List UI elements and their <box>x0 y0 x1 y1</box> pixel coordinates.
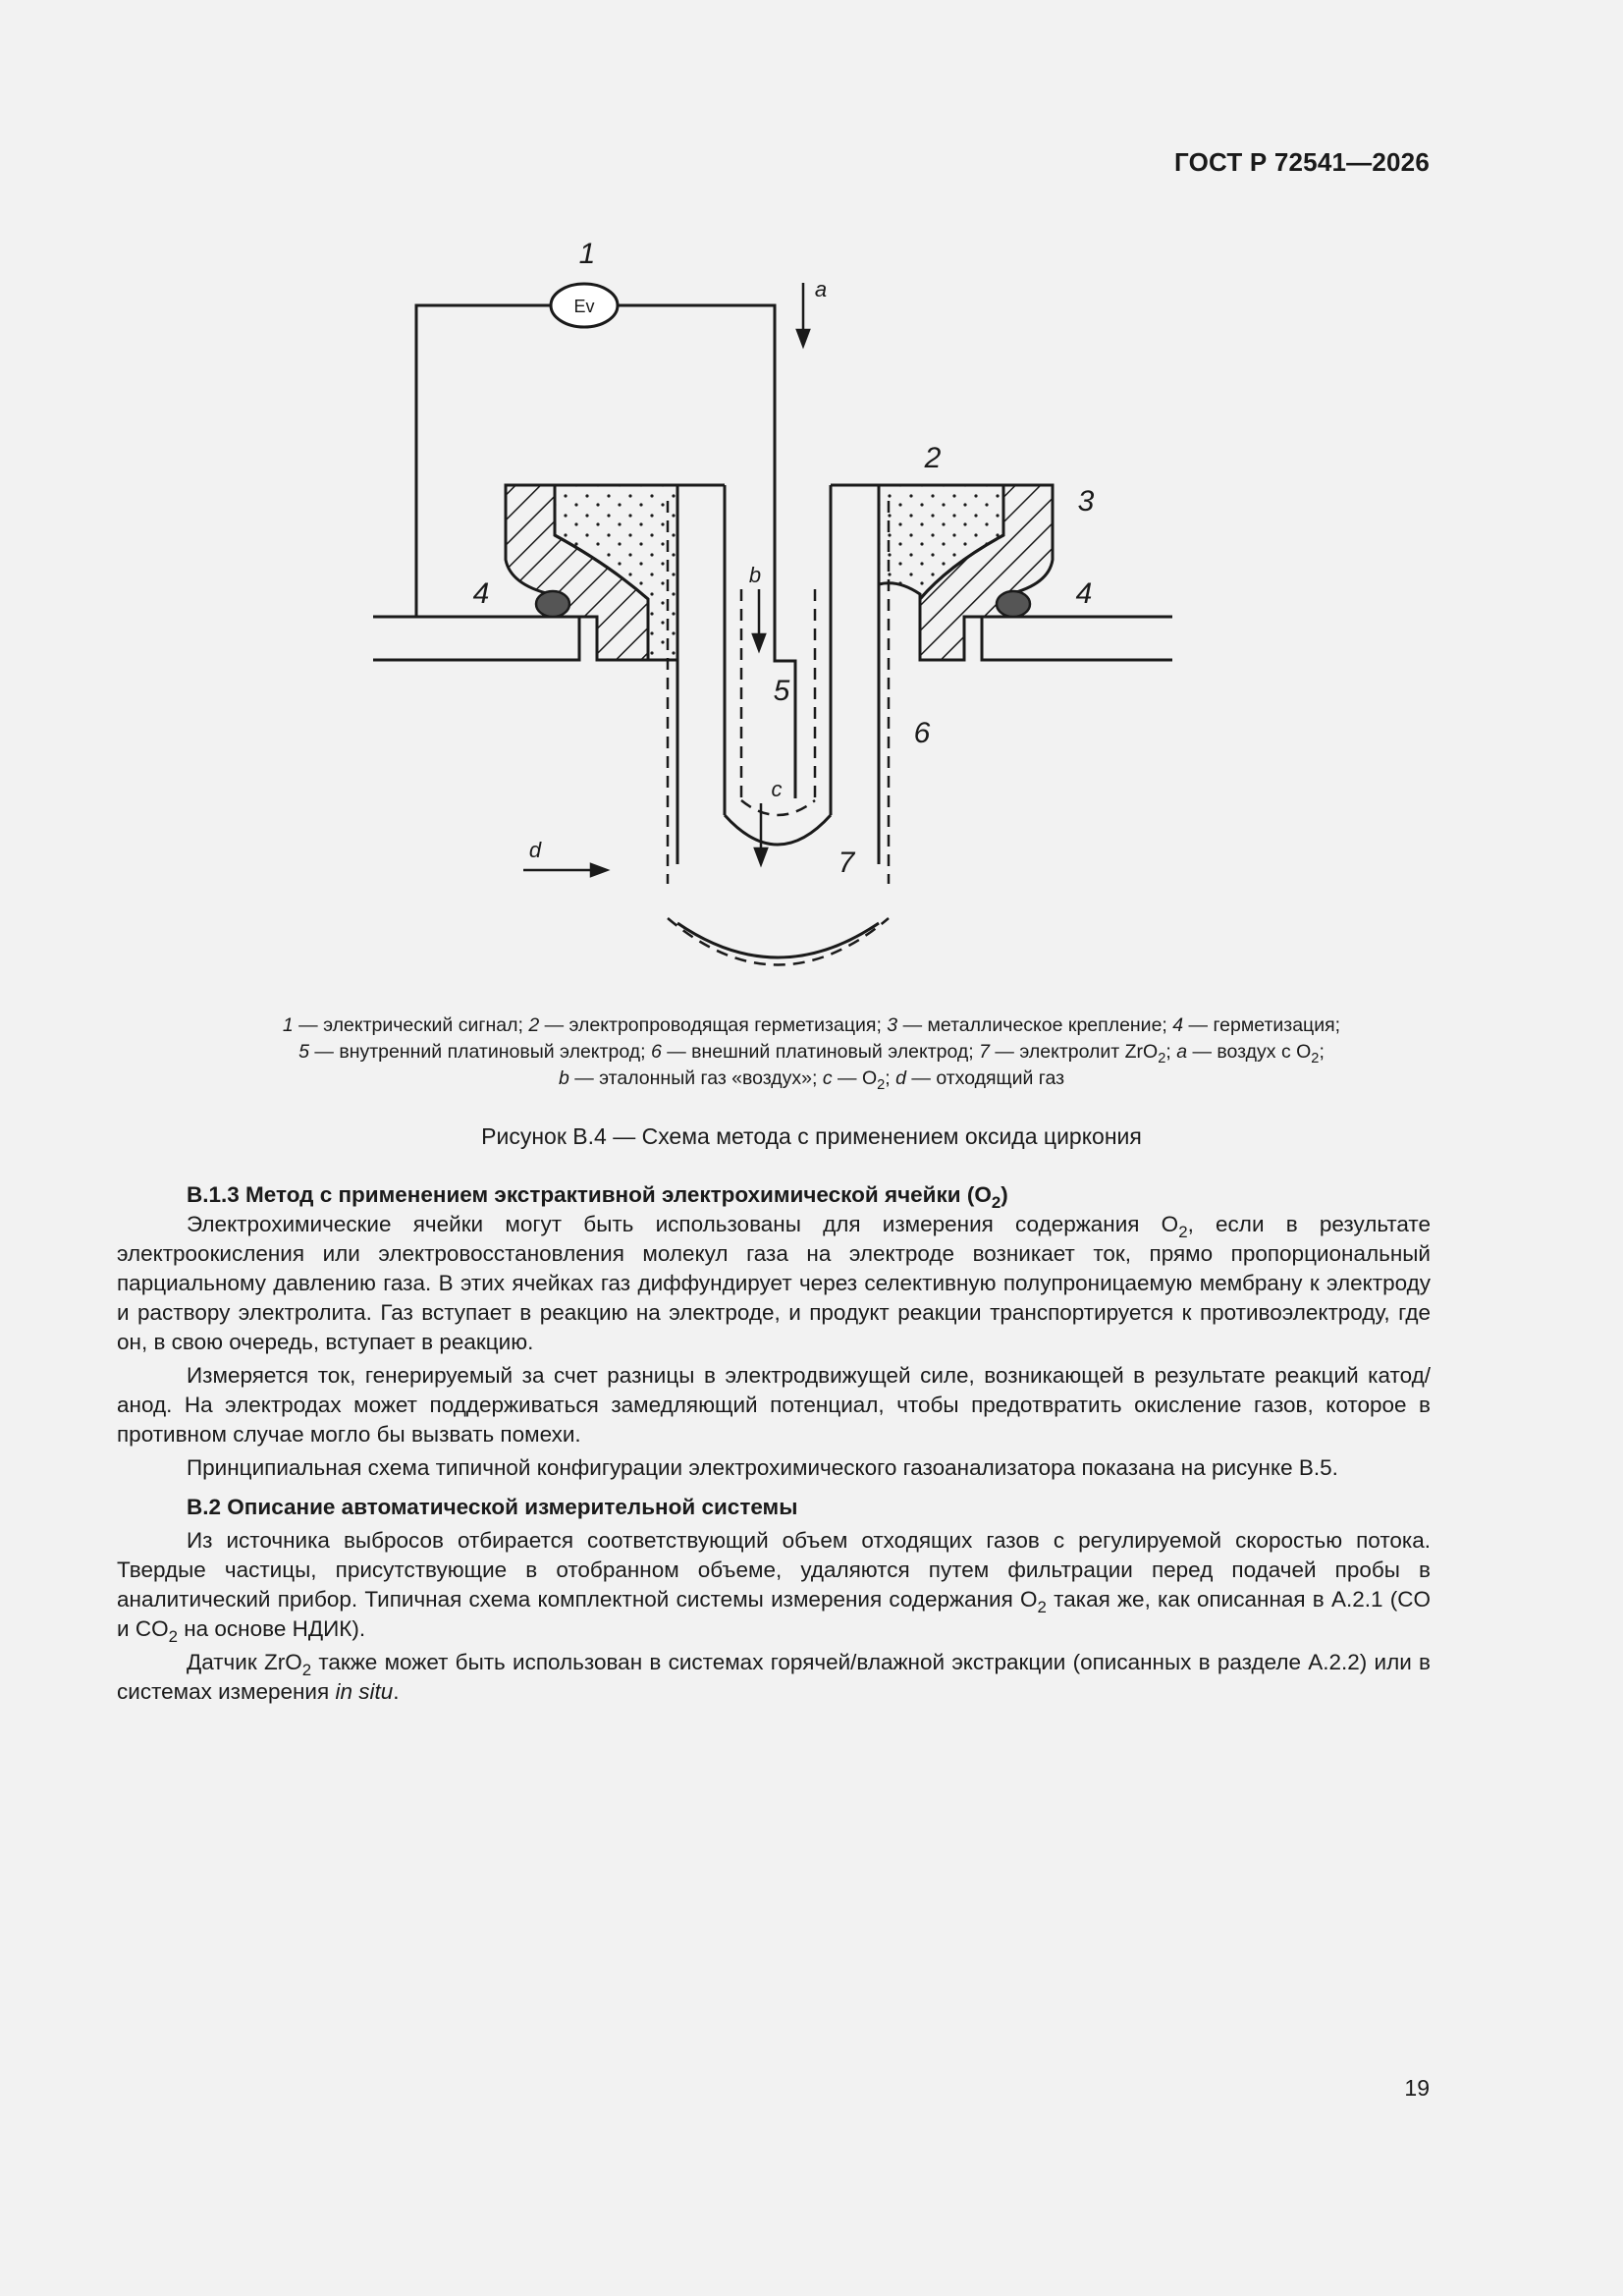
page-number: 19 <box>1404 2075 1430 2101</box>
left-o-ring <box>536 591 569 617</box>
legend-line-2: 5 — внутренний платиновый электрод; 6 — внешний платиновый электрод; 7 — электролит ZrO$_2$; a — воздух с $O_2$; <box>298 1041 1325 1067</box>
label-4-right: 4 <box>1075 577 1093 610</box>
paragraph: Датчик ZrO$_2$ также может быть использован в системах горячей/влажной экстракции (описанных в разделе А.2.2) или в системах измерения in situ. <box>117 1650 1432 1704</box>
figure-legend <box>118 1012 1505 1092</box>
section-heading-b2: B.2 Описание автоматической измерительной системы <box>187 1495 798 1519</box>
label-a: a <box>814 277 828 301</box>
paragraph: Принципиальная схема типичной конфигурации электрохимического газоанализатора показана на рисунке В.5. <box>187 1455 1338 1480</box>
voltmeter-icon <box>551 284 618 327</box>
label-c: c <box>771 777 783 801</box>
label-7: 7 <box>838 847 855 879</box>
paragraph: Из источника выбросов отбирается соответствующий объем отходящих газов с регулируемой скоростью потока. Твердые частицы, присутствующие в отобранном объеме, удаляются путем фильтрации перед подачей пробы в аналитический прибор. Типичная схема комплектной системы измерения содержания $O_2$ такая же, как описанная в А.2.1 (CO и $CO_2$ на основе НДИК). <box>117 1528 1431 1646</box>
label-d: d <box>528 838 542 862</box>
label-2: 2 <box>924 442 942 474</box>
legend-line-3: b — эталонный газ «воздух»; c — $O_2$; d — отходящий газ <box>558 1067 1065 1094</box>
platinum-electrodes <box>668 501 889 965</box>
paragraph: Электрохимические ячейки могут быть использованы для измерения содержания $O_2$, если в результате электроокисления или электровосстановления молекул газа на электроде возникает ток, прямо пропорциональный парциальному давлению газа. В этих ячейках газ диффундирует через селективную полупроницаемую мембрану к электроду и раствору электролита. Газ вступает в реакцию на электроде, и продукт реакции транспортируется к противоэлектроду, где он, в свою очередь, вступает в реакцию. <box>117 1212 1431 1354</box>
right-plate <box>982 617 1172 660</box>
zirconia-tube <box>677 485 879 957</box>
arrow-b-icon <box>753 589 765 650</box>
right-o-ring <box>997 591 1030 617</box>
voltmeter-label: Ev <box>573 297 595 316</box>
document-number: ГОСТ Р 72541—2026 <box>1174 147 1430 177</box>
label-6: 6 <box>913 717 931 749</box>
figure-caption: Рисунок В.4 — Схема метода с применением оксида циркония <box>481 1123 1142 1149</box>
label-3: 3 <box>1077 485 1095 518</box>
arrow-d-icon <box>523 864 607 876</box>
section-heading-b13: B.1.3 Метод с применением экстрактивной электрохимической ячейки $(O_2)$ <box>187 1182 1008 1212</box>
label-4-left: 4 <box>472 577 490 610</box>
label-1: 1 <box>578 238 596 270</box>
left-plate <box>373 617 579 660</box>
zirconia-method-diagram <box>0 0 1623 992</box>
main-text <box>117 1180 1431 1707</box>
paragraph: Измеряется ток, генерируемый за счет разницы в электродвижущей силе, возникающей в результате реакций катод/анод. На электродах может поддерживаться замедляющий потенциал, чтобы предотвратить окисление газов, которое в противном случае могло бы вызвать помехи. <box>117 1363 1431 1447</box>
arrow-a-icon <box>797 283 809 346</box>
legend-line-1: 1 — электрический сигнал; 2 — электропроводящая герметизация; 3 — металлическое крепление; 4 — герметизация; <box>282 1014 1341 1036</box>
label-5: 5 <box>773 675 790 707</box>
label-b: b <box>748 563 762 587</box>
